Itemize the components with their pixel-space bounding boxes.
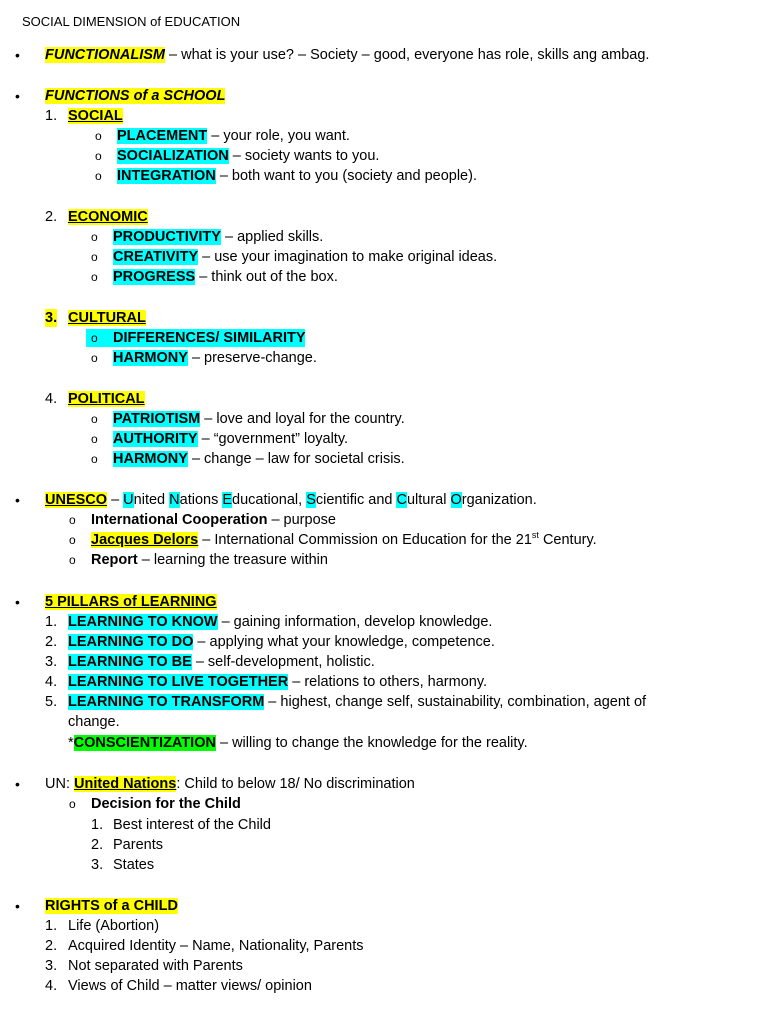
circle-bullet-icon: o [95, 149, 102, 163]
list-number: 3. [45, 654, 58, 670]
circle-bullet-icon: o [91, 270, 98, 284]
list-item: Parents [113, 837, 163, 853]
list-number: 4. [45, 674, 58, 690]
list-item: International Cooperation – purpose [91, 512, 336, 528]
circle-bullet-icon: o [91, 250, 98, 264]
list-item: PLACEMENT – your role, you want. [117, 128, 350, 144]
functionalism-text: – what is your use? – Society – good, everyone has role, skills ang ambag. [165, 47, 650, 63]
list-number: 1. [91, 817, 104, 833]
unesco-line: UNESCO – United Nations Educational, Scientific and Cultural Organization. [45, 492, 537, 508]
list-number: 4. [45, 391, 58, 407]
circle-bullet-icon: o [69, 553, 76, 567]
list-number: 3. [45, 958, 58, 974]
functionalism-line [45, 46, 649, 64]
list-item: DIFFERENCES/ SIMILARITY [113, 330, 306, 346]
list-item: SOCIALIZATION – society wants to you. [117, 148, 380, 164]
circle-bullet-icon: o [91, 331, 98, 345]
list-item: LEARNING TO TRANSFORM – highest, change self, sustainability, combination, agent of [68, 694, 647, 710]
list-item: CREATIVITY – use your imagination to make original ideas. [113, 249, 498, 265]
social-label: SOCIAL [68, 108, 123, 124]
list-item: AUTHORITY – “government” loyalty. [113, 431, 349, 447]
list-item: LEARNING TO DO – applying what your knowledge, competence. [68, 634, 495, 650]
list-item: INTEGRATION – both want to you (society and people). [117, 168, 477, 184]
list-item: Jacques Delors – International Commission on Education for the 21st Century. [91, 530, 597, 548]
list-number: 3. [91, 857, 104, 873]
list-item: LEARNING TO KNOW – gaining information, develop knowledge. [68, 614, 493, 630]
list-number: 1. [45, 614, 58, 630]
list-item: Life (Abortion) [68, 918, 160, 934]
list-number: 4. [45, 978, 58, 994]
bullet-icon: • [15, 898, 20, 914]
circle-bullet-icon: o [69, 513, 76, 527]
bullet-icon: • [15, 594, 20, 610]
list-number: 2. [45, 634, 58, 650]
bullet-icon: • [15, 776, 20, 792]
list-item: Best interest of the Child [113, 817, 271, 833]
list-item: PATRIOTISM – love and loyal for the country. [113, 411, 405, 427]
list-item: PRODUCTIVITY – applied skills. [113, 229, 324, 245]
list-item: Views of Child – matter views/ opinion [68, 978, 312, 994]
list-item: PROGRESS – think out of the box. [113, 269, 338, 285]
list-number: 5. [45, 694, 58, 710]
rights-heading: RIGHTS of a CHILD [45, 898, 178, 914]
list-number: 1. [45, 918, 58, 934]
economic-label: ECONOMIC [68, 209, 148, 225]
conscientization-line: *CONSCIENTIZATION – willing to change the knowledge for the reality. [68, 735, 528, 751]
pillars-heading: 5 PILLARS of LEARNING [45, 594, 217, 610]
list-item: States [113, 857, 155, 873]
circle-bullet-icon: o [91, 432, 98, 446]
circle-bullet-icon: o [91, 351, 98, 365]
list-item: LEARNING TO LIVE TOGETHER – relations to others, harmony. [68, 674, 488, 690]
list-number: 2. [91, 837, 104, 853]
circle-bullet-icon: o [91, 230, 98, 244]
list-number: 1. [45, 108, 58, 124]
list-item: HARMONY – change – law for societal crisis. [113, 451, 405, 467]
list-item: Not separated with Parents [68, 958, 243, 974]
list-item: Acquired Identity – Name, Nationality, Parents [68, 938, 364, 954]
functions-heading: FUNCTIONS of a SCHOOL [45, 88, 226, 104]
list-number: 3. [45, 310, 58, 326]
circle-bullet-icon: o [69, 797, 76, 811]
list-item: HARMONY – preserve-change. [113, 350, 317, 366]
circle-bullet-icon: o [69, 533, 76, 547]
functionalism-term: FUNCTIONALISM [45, 47, 166, 63]
list-item: Report – learning the treasure within [91, 552, 328, 568]
document-title: SOCIAL DIMENSION of EDUCATION [22, 14, 241, 29]
list-item: LEARNING TO BE – self-development, holistic. [68, 654, 375, 670]
circle-bullet-icon: o [95, 129, 102, 143]
list-number: 2. [45, 938, 58, 954]
cultural-label: CULTURAL [68, 310, 146, 326]
bullet-icon: • [15, 88, 20, 104]
political-label: POLITICAL [68, 391, 145, 407]
circle-bullet-icon: o [91, 412, 98, 426]
circle-bullet-icon: o [95, 169, 102, 183]
un-subheading: Decision for the Child [91, 796, 241, 812]
circle-bullet-icon: o [91, 452, 98, 466]
bullet-icon: • [15, 47, 20, 63]
list-number: 2. [45, 209, 58, 225]
bullet-icon: • [15, 492, 20, 508]
un-line: UN: United Nations: Child to below 18/ No discrimination [45, 776, 415, 792]
list-item-continuation: change. [68, 714, 120, 730]
